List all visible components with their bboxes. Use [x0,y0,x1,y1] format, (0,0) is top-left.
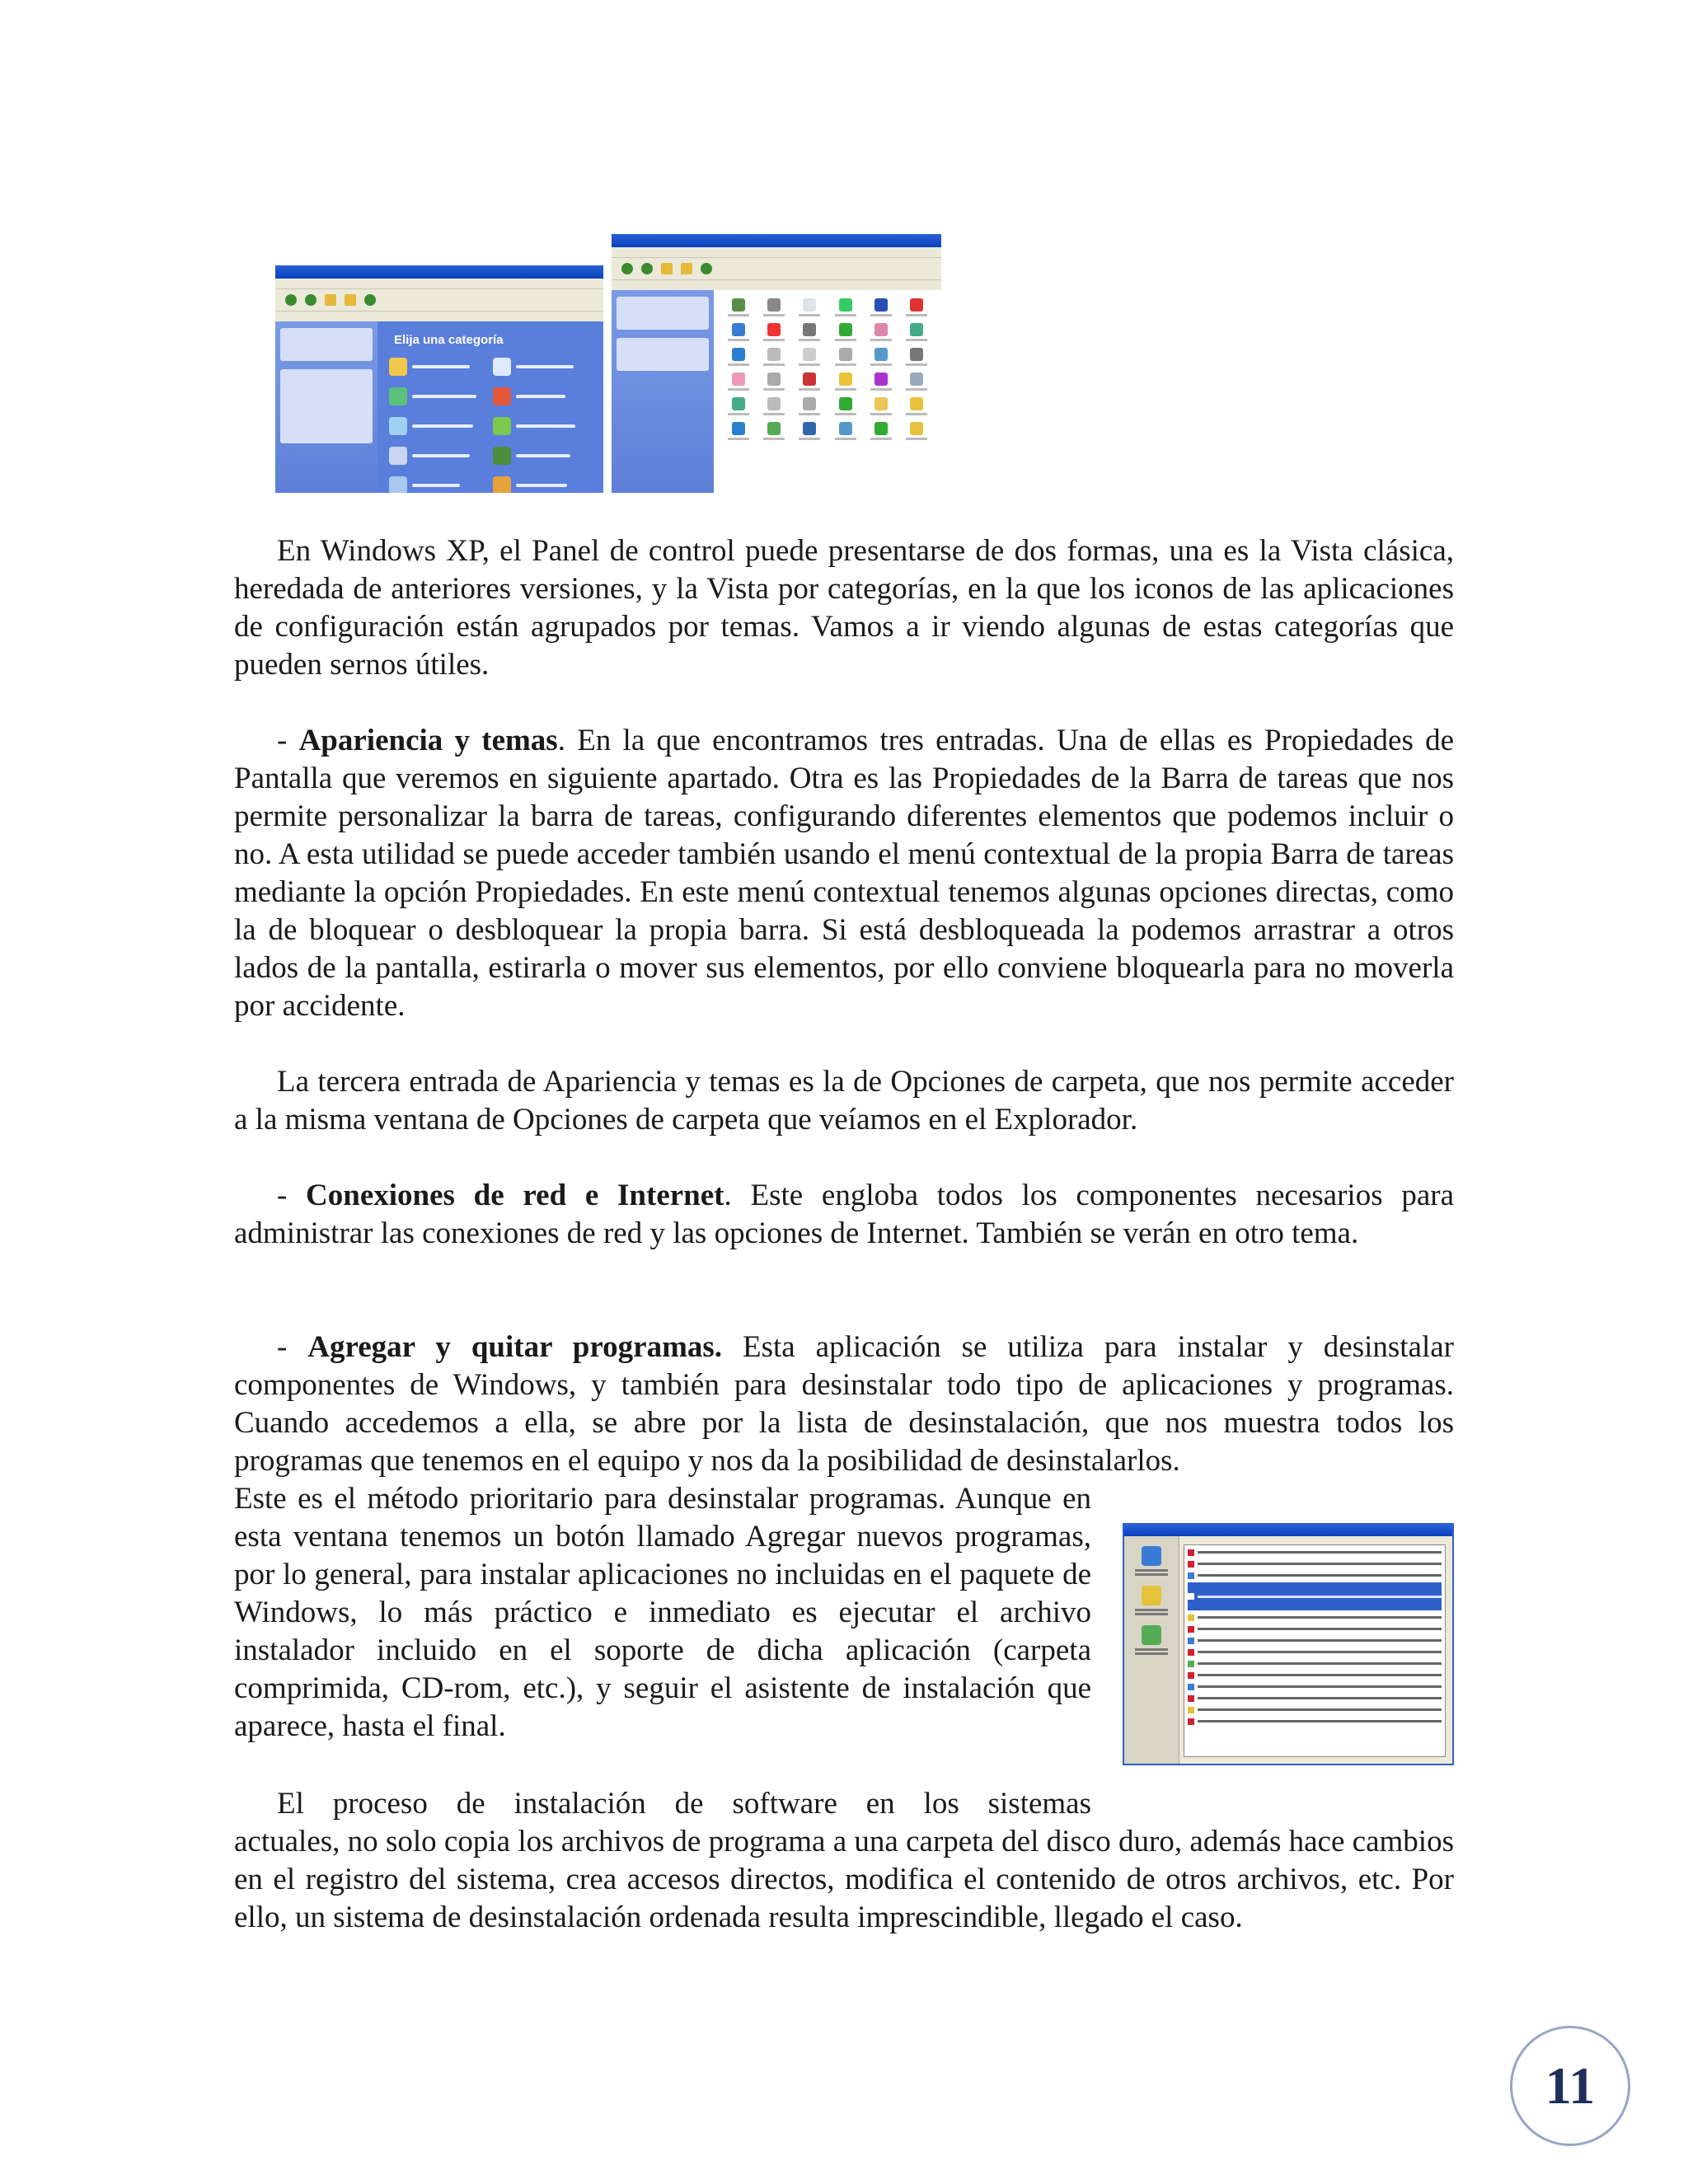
task-pane [275,321,377,493]
add-remove-programs-screenshot [1123,1523,1454,1765]
window-titlebar [275,265,603,279]
window-toolbar [275,289,603,312]
paragraph-proceso-first: El proceso de instalación de software en los sistemas [277,1787,1091,1821]
category-area [377,321,603,493]
window-menubar [612,247,941,258]
window-titlebar [612,234,941,247]
paragraph-agregar-quitar-cont: Este es el método prioritario para desinstalar programas. Aunque en esta ventana tenemos un botón llamado Agregar nuevos programas, por lo general, para instalar aplicaciones no incluidas en el paquete de Windows, lo más práctico e inmediato es ejecutar el archivo instalador incluido en el soporte de dicha aplicación (carpeta comprimida, CD-rom, etc.), y seguir el asistente de instalación que aparece, hasta el final. [234,1482,1091,1743]
paragraph-agregar-quitar: - Agregar y quitar programas. Esta aplicación se utiliza para instalar y desinstalar componentes de Windows, y también para desinstalar todo tipo de aplicaciones y programas. Cuando accedemos a ella, se abre por la lista de desinstalación, que nos muestra todos los programas que tenemos en el equipo y nos da la posibilidad de desinstalarlos. [234,1330,1455,1478]
heading-apariencia: Apariencia y temas [298,724,558,757]
category-heading: Elija una categoría [394,333,504,347]
add-remove-sidebar [1124,1536,1179,1764]
task-pane [612,290,714,493]
control-panel-category-screenshot [275,265,603,493]
paragraph-conexiones: - Conexiones de red e Internet. Este engloba todos los componentes necesarios para administrar las conexiones de red y las opciones de Internet. También se verán en otro tema. [234,1179,1454,1250]
paragraph-opciones-carpeta: La tercera entrada de Apariencia y temas es la de Opciones de carpeta, que nos permite acceder a la misma ventana de Opciones de carpeta que veíamos en el Explorador. [234,1065,1454,1137]
page-number: 11 [1510,2026,1630,2146]
window-titlebar [1124,1525,1452,1536]
program-list [1184,1544,1446,1757]
classic-icon-grid [714,290,941,493]
paragraph-apariencia: - Apariencia y temas. En la que encontramos tres entradas. Una de ellas es Propiedades de Pantalla que veremos en siguiente apartado. Otra es las Propiedades de la Barra de tareas que nos permite personalizar la barra de tareas, configurando diferentes elementos que podemos incluir o no. A esta utilidad se puede acceder también usando el menú contextual de la propia Barra de tareas mediante la opción Propiedades. En este menú contextual tenemos algunas opciones directas, como la de bloquear o desbloquear la propia barra. Si está desbloqueada la podemos arrastrar a otros lados de la pantalla, estirarla o mover sus elementos, por ello conviene bloquearla para no moverla por accidente. [234,724,1454,1023]
heading-agregar-quitar: Agregar y quitar programas. [307,1330,723,1364]
control-panel-classic-screenshot [612,234,941,493]
window-menubar [275,279,603,289]
window-toolbar [612,258,941,280]
paragraph-intro: En Windows XP, el Panel de control puede presentarse de dos formas, una es la Vista clásica, heredada de anteriores versiones, y la Vista por categorías, en la que los iconos de las aplicaciones de configuración están agrupados por temas. Vamos a ir viendo algunas de estas categorías que pueden sernos útiles. [234,534,1454,682]
paragraph-proceso-rest: actuales, no solo copia los archivos de programa a una carpeta del disco duro, además hace cambios en el registro del sistema, crea accesos directos, modifica el contenido de otros archivos, etc. Por ello, un sistema de desinstalación ordenada resulta imprescindible, llegado el caso. [234,1825,1454,1934]
heading-conexiones: Conexiones de red e Internet [306,1179,724,1212]
